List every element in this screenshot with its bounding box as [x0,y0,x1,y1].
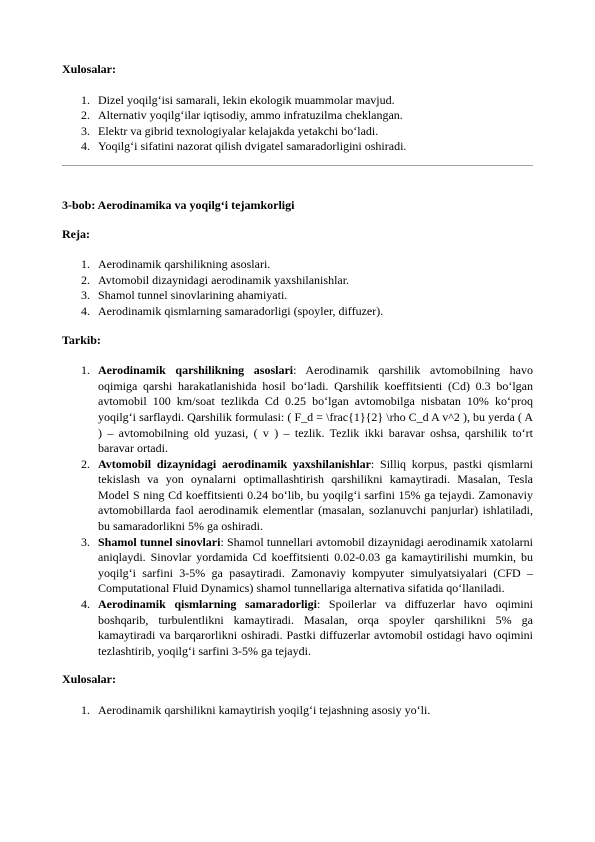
item-term: Shamol tunnel sinovlari [98,534,221,549]
list-item: 2. Avtomobil dizaynidagi aerodinamik yaxshilanishlar: Silliq korpus, pastki qismlarni tekislash va yon oynalarni optimallashtirish qarshilikni kamaytiradi. Masalan, Tesla Model S ning Cd koeffitsienti 0.24 bo‘lib, bu yoqilg‘i sarfini 15% ga tejaydi. Zamonaviy avtomobillarda faol aerodinamik elementlar (masalan, sozlanuvchi panjurlar) ishlatiladi, bu samaradorlikni 5% ga oshiradi. [81,456,533,534]
horizontal-rule [62,165,533,166]
list-item: 1. Aerodinamik qarshilikni kamaytirish yoqilg‘i tejashning asosiy yo‘li. [81,703,431,717]
list-item: 1. Aerodinamik qarshilikning asoslari. [81,257,271,272]
plan-list [62,257,533,319]
item-text: : Silliq korpus, pastki qismlarni tekislash va yon oynalarni optimallashtirish qarshilikni kamaytiradi. Masalan, Tesla Model S ning Cd koeffitsienti 0.24 bo‘lib, bu yoqilg‘i sarfini 15% ga tejaydi. Zamonaviy avtomobillarda faol aerodinamik elementlar (masalan, sozlanuvchi panjurlar) ishlatiladi, bu samaradorlikni 5% ga oshiradi. [98,456,533,534]
list-item: 3. Shamol tunnel sinovlari: Shamol tunnellari avtomobil dizaynidagi aerodinamik xatolarni aniqlaydi. Sinovlar yordamida Cd koeffitsienti 0.02-0.03 ga kamaytirilishi mumkin, bu yoqilg‘i sarfini 3-5% ga pasaytiradi. Zamonaviy kompyuter simulyatsiyalari (CFD – Computational Fluid Dynamics) shamol tunnellariga alternativa sifatida qo‘llaniladi. [81,534,533,596]
chapter-title: 3-bob: Aerodinamika va yoqilg‘i tejamkorligi [62,197,295,212]
list-item: 1. Dizel yoqilg‘isi samarali, lekin ekologik muammolar mavjud. [81,92,395,107]
item-term: Aerodinamik qismlarning samaradorligi [98,597,317,612]
item-text: : Spoilerlar va diffuzerlar havo oqimini boshqarib, turbulentlikni kamaytiradi. Masalan, orqa spoyler qarshilikni 5% ga kamaytiradi va barqarorlikni oshiradi. Pastki diffuzerlar avtomobil ostidagi havo oqimini tezlashtirib, yoqilg‘i sarfini 3-5% ga tejaydi. [98,597,533,658]
document-page [62,62,533,719]
item-term: Avtomobil dizaynidagi aerodinamik yaxshilanishlar [98,456,371,471]
plan-heading: Reja: [62,226,90,241]
content-heading: Tarkib: [62,332,101,347]
conclusions-list [62,93,533,155]
content-list [62,363,533,659]
list-item: 2. Alternativ yoqilg‘ilar iqtisodiy, ammo infratuzilma cheklangan. [81,108,403,123]
list-item: 2. Avtomobil dizaynidagi aerodinamik yaxshilanishlar. [81,272,350,287]
list-item: 4. Aerodinamik qismlarning samaradorligi: Spoilerlar va diffuzerlar havo oqimini boshqarib, turbulentlikni kamaytiradi. Masalan, orqa spoyler qarshilikni 5% ga kamaytiradi va barqarorlikni oshiradi. Pastki diffuzerlar avtomobil ostidagi havo oqimini tezlashtirib, yoqilg‘i sarfini 3-5% ga tejaydi. [81,597,533,658]
list-item: 3. Elektr va gibrid texnologiyalar kelajakda yetakchi bo‘ladi. [81,123,379,138]
list-item: 4. Aerodinamik qismlarning samaradorligi (spoyler, diffuzer). [81,303,384,318]
item-term: Aerodinamik qarshilikning asoslari [98,363,294,378]
list-item: 1. Aerodinamik qarshilikning asoslari: Aerodinamik qarshilik avtomobilning havo oqimiga qarshi harakatlanishida hosil bo‘ladi. Qarshilik koeffitsienti (Cd) 0.3 bo‘lgan avtomobil 100 km/soat tezlikda Cd 0.25 bo‘lgan avtomobilga nisbatan 10% ko‘proq yoqilg‘i sarflaydi. Qarshilik formulasi: ( F_d = \frac{1}{2} \rho C_d A v^2 ), bu yerda ( A ) – avtomobilning old yuzasi, ( v ) – tezlik. Tezlik ikki baravar oshsa, qarshilik to‘rt baravar ortadi. [81,363,533,456]
list-item: 3. Shamol tunnel sinovlarining ahamiyati. [81,288,288,303]
item-text: : Shamol tunnellari avtomobil dizaynidagi aerodinamik xatolarni aniqlaydi. Sinovlar yordamida Cd koeffitsienti 0.02-0.03 ga kamaytirilishi mumkin, bu yoqilg‘i sarfini 3-5% ga pasaytiradi. Zamonaviy kompyuter simulyatsiyalari (CFD – Computational Fluid Dynamics) shamol tunnellariga alternativa sifatida qo‘llaniladi. [98,534,533,596]
final-conclusions-list [62,703,533,719]
conclusions-heading: Xulosalar: [62,62,116,76]
list-item: 4. Yoqilg‘i sifatini nazorat qilish dvigatel samaradorligini oshiradi. [81,139,407,154]
final-conclusions-heading: Xulosalar: [62,672,116,687]
item-text: : Aerodinamik qarshilik avtomobilning havo oqimiga qarshi harakatlanishida hosil bo‘ladi. Qarshilik koeffitsienti (Cd) 0.3 bo‘lgan avtomobil 100 km/soat tezlikda Cd 0.25 bo‘lgan avtomobilga nisbatan 10% ko‘proq yoqilg‘i sarflaydi. Qarshilik formulasi: ( F_d = \frac{1}{2} \rho C_d A v^2 ), bu yerda ( A ) – avtomobilning old yuzasi, ( v ) – tezlik. Tezlik ikki baravar oshsa, qarshilik to‘rt baravar ortadi. [98,363,533,456]
